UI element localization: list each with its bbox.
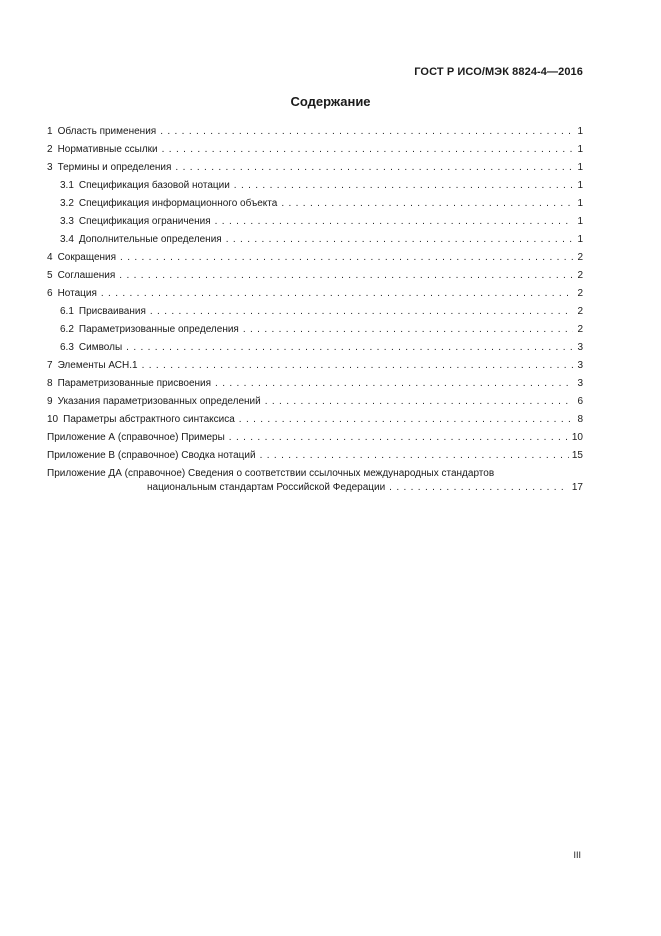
toc-entry-number: 3.3 <box>60 216 74 227</box>
toc-dot-leader <box>229 431 569 445</box>
toc-entry[interactable] <box>47 269 583 287</box>
toc-entry-page: 6 <box>577 396 583 407</box>
toc-entry[interactable] <box>47 197 583 215</box>
toc-entry-number: 6.3 <box>60 342 74 353</box>
toc-entry-appendix-da[interactable] <box>47 467 583 481</box>
toc-dot-leader <box>215 215 573 229</box>
toc-entry[interactable] <box>47 251 583 269</box>
toc-dot-leader <box>234 179 573 193</box>
toc-entry-label: Нотация <box>57 288 97 299</box>
toc-dot-leader <box>120 251 573 265</box>
toc-entry[interactable] <box>47 341 583 359</box>
toc-entry[interactable] <box>47 431 583 449</box>
toc-dot-leader <box>150 305 573 319</box>
toc-entry-label: Область применения <box>57 126 157 137</box>
toc-entry[interactable] <box>47 359 583 377</box>
toc-dot-leader <box>101 287 573 301</box>
toc-entry-number: 4 <box>47 252 53 263</box>
toc-entry-label: Приложение А (справочное) Примеры <box>47 432 225 443</box>
toc-entry-label: Нормативные ссылки <box>57 144 158 155</box>
toc-entry-label: Спецификация базовой нотации <box>78 180 230 191</box>
toc-entry-number: 3.2 <box>60 198 74 209</box>
page-number: III <box>573 850 581 860</box>
toc-entry-label: Параметры абстрактного синтаксиса <box>63 414 235 425</box>
toc-entry[interactable] <box>47 413 583 431</box>
toc-entry[interactable] <box>47 323 583 341</box>
toc-entry[interactable] <box>47 233 583 251</box>
toc-entry-label: Присваивания <box>78 306 146 317</box>
toc-entry-page: 1 <box>577 162 583 173</box>
toc-entry-page: 2 <box>577 270 583 281</box>
toc-entry[interactable] <box>47 377 583 395</box>
toc-entry[interactable] <box>47 449 583 467</box>
toc-dot-leader <box>243 323 573 337</box>
toc-dot-leader <box>142 359 573 373</box>
toc-entry-page: 2 <box>577 306 583 317</box>
toc-entry-page: 2 <box>577 324 583 335</box>
toc-entry-page: 3 <box>577 342 583 353</box>
document-code: ГОСТ Р ИСО/МЭК 8824-4—2016 <box>414 66 583 78</box>
toc-entry-label: национальным стандартам Российской Федерации <box>147 482 386 493</box>
toc-entry-label: Параметризованные присвоения <box>57 378 212 389</box>
toc-entry-label: Указания параметризованных определений <box>57 396 261 407</box>
toc-dot-leader <box>126 341 573 355</box>
toc-entry-page: 3 <box>577 360 583 371</box>
toc-entry-page: 8 <box>577 414 583 425</box>
toc-entry-label: Сокращения <box>57 252 117 263</box>
toc-entry[interactable] <box>47 215 583 233</box>
toc-entries <box>47 125 583 467</box>
toc-dot-leader <box>215 377 573 391</box>
toc-entry-label: Спецификация ограничения <box>78 216 211 227</box>
toc-entry[interactable] <box>47 125 583 143</box>
toc-entry-page: 10 <box>571 432 583 443</box>
toc-entry-page: 1 <box>577 180 583 191</box>
toc-entry-label: Приложение В (справочное) Сводка нотаций <box>47 450 256 461</box>
toc-entry-number: 8 <box>47 378 53 389</box>
toc-entry-label: Символы <box>78 342 123 353</box>
toc-entry-page: 2 <box>577 288 583 299</box>
toc-entry-page: 1 <box>577 126 583 137</box>
toc-entry-number: 1 <box>47 126 53 137</box>
toc-entry-number: 10 <box>47 414 59 425</box>
toc-title: Содержание <box>290 94 371 109</box>
toc-entry-number: 9 <box>47 396 53 407</box>
toc-dot-leader <box>119 269 573 283</box>
toc-dot-leader <box>239 413 573 427</box>
toc-dot-leader <box>260 449 569 463</box>
toc-entry-number: 3 <box>47 162 53 173</box>
toc-entry-number: 7 <box>47 360 53 371</box>
toc-entry[interactable] <box>47 179 583 197</box>
toc-dot-leader <box>160 125 573 139</box>
toc-dot-leader <box>389 481 569 495</box>
toc-entry[interactable] <box>47 143 583 161</box>
toc-entry[interactable] <box>47 287 583 305</box>
toc-dot-leader <box>175 161 573 175</box>
toc-entry-number: 2 <box>47 144 53 155</box>
toc-entry[interactable] <box>47 395 583 413</box>
toc-entry-label: Термины и определения <box>57 162 172 173</box>
toc-entry-label: Параметризованные определения <box>78 324 239 335</box>
table-of-contents <box>47 125 583 499</box>
toc-entry-label: Элементы АСН.1 <box>57 360 138 371</box>
toc-entry[interactable] <box>47 161 583 179</box>
toc-entry-number: 3.1 <box>60 180 74 191</box>
toc-entry-page: 1 <box>577 144 583 155</box>
toc-entry-page: 2 <box>577 252 583 263</box>
toc-dot-leader <box>162 143 573 157</box>
toc-entry-number: 6.1 <box>60 306 74 317</box>
toc-entry-number: 6 <box>47 288 53 299</box>
toc-dot-leader <box>265 395 573 409</box>
toc-entry-page: 3 <box>577 378 583 389</box>
toc-entry-label: Спецификация информационного объекта <box>78 198 278 209</box>
toc-entry-appendix-da-continued[interactable] <box>47 481 583 499</box>
toc-entry-page: 1 <box>577 216 583 227</box>
toc-dot-leader <box>281 197 573 211</box>
toc-entry-page: 1 <box>577 198 583 209</box>
toc-entry-label: Приложение ДА (справочное) Сведения о соответствии ссылочных международных стандартов <box>47 468 495 479</box>
toc-entry-number: 6.2 <box>60 324 74 335</box>
toc-entry-number: 3.4 <box>60 234 74 245</box>
toc-entry-page: 15 <box>571 450 583 461</box>
toc-entry-number: 5 <box>47 270 53 281</box>
toc-entry-page: 1 <box>577 234 583 245</box>
toc-entry-label: Соглашения <box>57 270 116 281</box>
toc-entry[interactable] <box>47 305 583 323</box>
toc-entry-page: 17 <box>571 482 583 493</box>
toc-entry-label: Дополнительные определения <box>78 234 222 245</box>
toc-dot-leader <box>226 233 573 247</box>
